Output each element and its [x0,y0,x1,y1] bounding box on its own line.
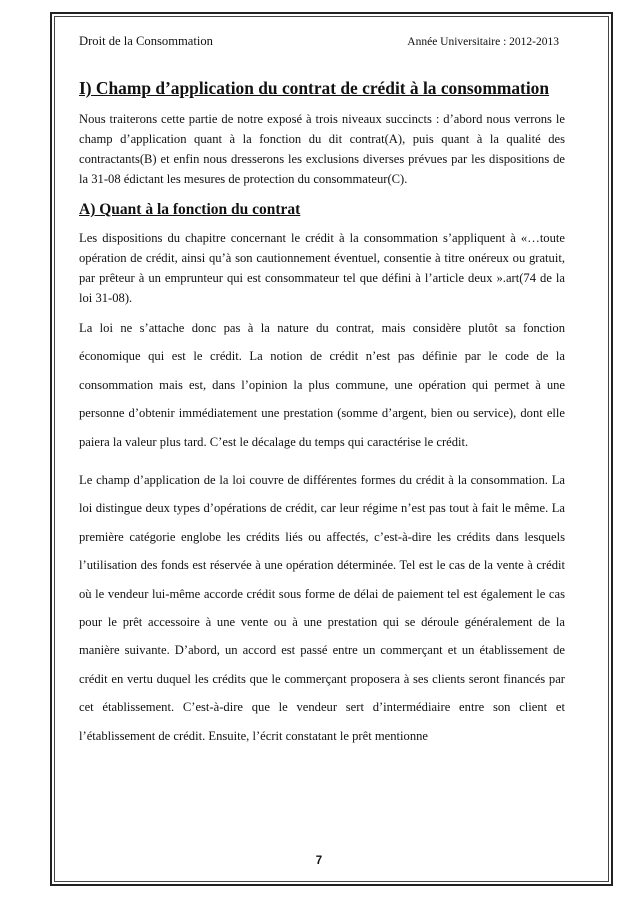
header-course-title: Droit de la Consommation [79,34,213,48]
loi-paragraph: La loi ne s’attache donc pas à la nature du contrat, mais considère plutôt sa fonction économique qui est le crédit. La notion de crédit n’est pas définie par le code de la consommation mais est, dans l’opinion la plus commune, une opération qui permet à une personne d’obtenir immédiatement une prestation (somme d’argent, bien ou service), dont elle paiera la valeur plus tard. C’est le décalage du temps qui caractérise le crédit. [79,321,565,449]
intro-paragraph: Nous traiterons cette partie de notre exposé à trois niveaux succincts : d’abord nous verrons le champ d’application quant à la fonction du dit contrat(A), puis quant à la qualité des contractants(B) et enfin nous dresserons les exclusions diverses prévues par les dispositions de la 31-08 édictant les mesures de protection du consommateur(C). [79,112,565,186]
page-header [79,34,565,52]
champ-paragraph: Le champ d’application de la loi couvre de différentes formes du crédit à la consommation. La loi distingue deux types d’opérations de crédit, car leur régime n’est pas tout à fait le même. La première catégorie englobe les crédits liés ou affectés, c’est-à-dire les crédits dans lesquels l’utilisation des fonds est réservée à une opération déterminée. Tel est le cas de la vente à crédit où le vendeur lui-même accorde crédit sous forme de délai de paiement tel est également le cas pour le prêt accessoire à une vente ou à une prestation qui se déroule généralement de la manière suivante. D’abord, un accord est passé entre un commerçant et un établissement de crédit en vertu duquel les crédits que le commerçant proposera à ses clients seront financés par cet établissement. C’est-à-dire que le vendeur sert d’intermédiaire entre son client et l’établissement de crédit. Ensuite, l’écrit constatant le prêt mentionne [79,473,565,743]
header-academic-year: Année Universitaire : 2012-2013 [407,36,559,48]
dispositions-paragraph: Les dispositions du chapitre concernant le crédit à la consommation s’appliquent à «…toute opération de crédit, ainsi qu’à son cautionnement éventuel, consentie à titre onéreux ou gratuit, par prêteur à un emprunteur qui est consommateur tel que défini à l’article deux ».art(74 de la loi 31-08). [79,231,565,305]
page-number: 7 [315,855,323,867]
chapter-title: I) Champ d’application du contrat de crédit à la consommation [79,78,550,98]
section-a-title: A) Quant à la fonction du contrat [79,201,301,218]
page-content [79,34,565,750]
